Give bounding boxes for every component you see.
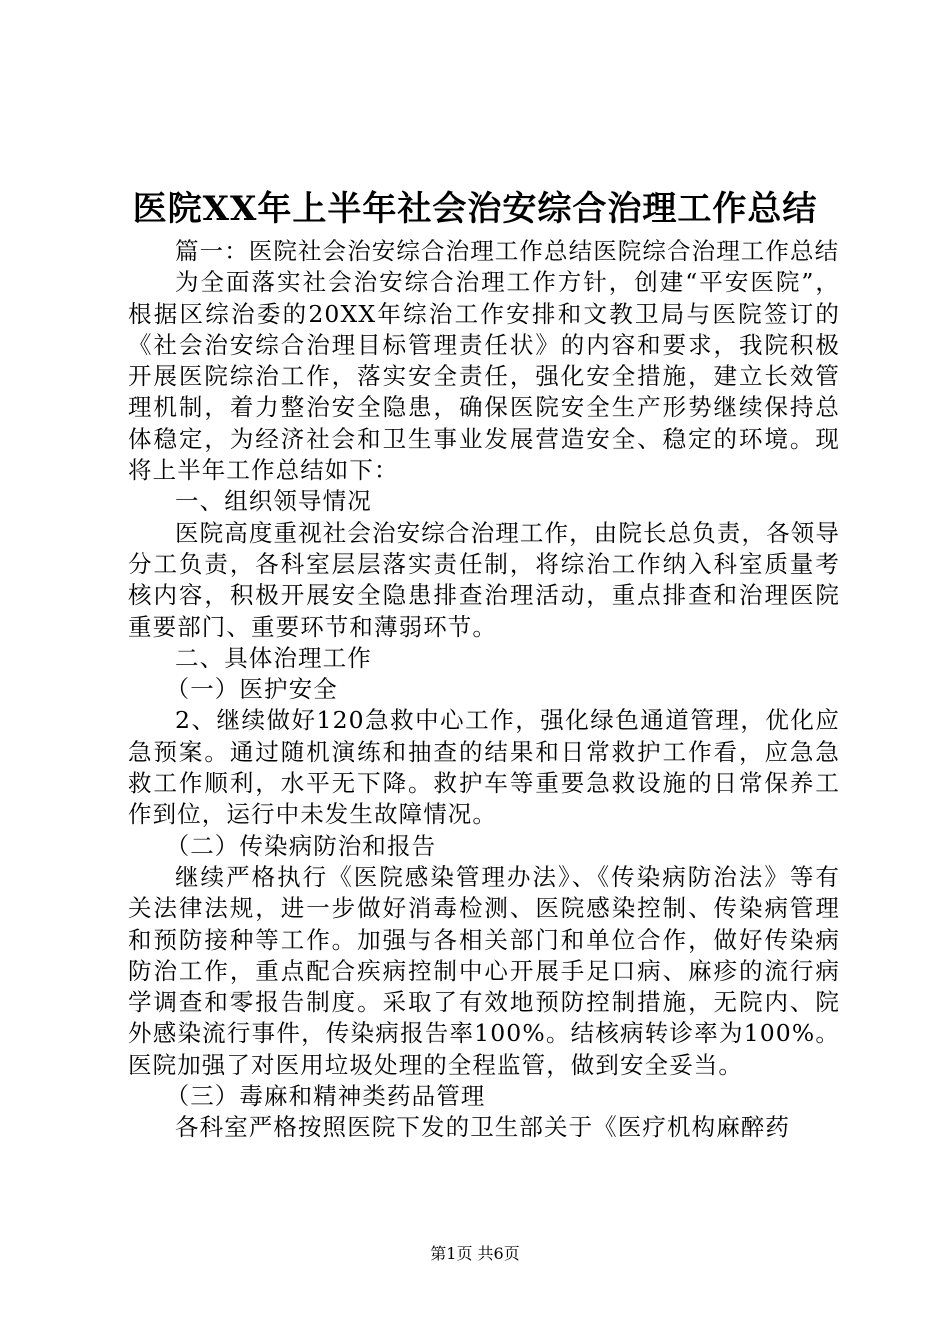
subsection-heading: （二）传染病防治和报告 — [165, 831, 437, 860]
document-title: 医院XX年上半年社会治安综合治理工作总结 — [132, 189, 818, 229]
page-number: 第1页 共6页 — [430, 1244, 520, 1263]
section-heading: 一、组织领导情况 — [175, 487, 372, 516]
section-heading: 二、具体治理工作 — [175, 643, 372, 672]
body-paragraph: 医院高度重视社会治安综合治理工作，由院长总负责，各领导分工负责，各科室层层落实责任制，将综治工作纳入科室质量考核内容，积极开展安全隐患排查治理活动，重点排查和治理医院重要部门、重要环节和薄弱环节。 — [128, 518, 840, 641]
subsection-heading: （三）毒麻和精神类药品管理 — [165, 1082, 486, 1111]
intro-paragraph: 为全面落实社会治安综合治理工作方针，创建“平安医院”，根据区综治委的20XX年综治工作安排和文教卫局与医院签订的《社会治安综合治理目标管理责任状》的内容和要求，我院积极开展医院综治工作，落实安全责任，强化安全措施，建立长效管理机制，着力整治安全隐患，确保医院安全生产形势继续保持总体稳定，为经济社会和卫生事业发展营造安全、稳定的环境。现将上半年工作总结如下： — [128, 268, 840, 485]
document-body — [128, 236, 840, 1144]
body-paragraph: 各科室严格按照医院下发的卫生部关于《医疗机构麻醉药 — [175, 1113, 790, 1142]
subsection-heading: （一）医护安全 — [165, 675, 338, 704]
body-paragraph: 2、继续做好120急救中心工作，强化绿色通道管理，优化应急预案。通过随机演练和抽查的结果和日常救护工作看，应急急救工作顺利，水平无下降。救护车等重要急救设施的日常保养工作到位，运行中未发生故障情况。 — [128, 706, 840, 829]
body-paragraph: 继续严格执行《医院感染管理办法》、《传染病防治法》等有关法律法规，进一步做好消毒检测、医院感染控制、传染病管理和预防接种等工作。加强与各相关部门和单位合作，做好传染病防治工作，重点配合疾病控制中心开展手足口病、麻疹的流行病学调查和零报告制度。采取了有效地预防控制措施，无院内、院外感染流行事件，传染病报告率100%。结核病转诊率为100%。医院加强了对医用垃圾处理的全程监管，做到安全妥当。 — [128, 862, 840, 1079]
article-heading: 篇一：医院社会治安综合治理工作总结医院综合治理工作总结 — [175, 237, 840, 265]
